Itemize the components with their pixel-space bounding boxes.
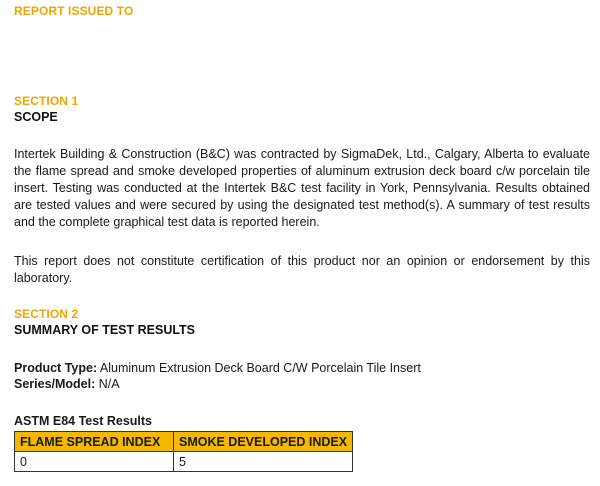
smoke-developed-value: 5 — [174, 452, 353, 472]
series-model-value: N/A — [95, 377, 120, 391]
table-title: ASTM E84 Test Results — [14, 414, 153, 428]
report-issued-to-label: REPORT ISSUED TO — [14, 4, 134, 18]
disclaimer-paragraph: This report does not constitute certification of this product nor an opinion or endorsement by this laboratory. — [14, 254, 590, 285]
product-type-line — [14, 360, 421, 377]
scope-paragraph: Intertek Building & Construction (B&C) was contracted by SigmaDek, Ltd., Calgary, Alberta to evaluate the flame spread and smoke developed properties of aluminum extrusion deck board c/w porcelain tile insert. Testing was conducted at the Intertek B&C test facility in York, Pennsylvania. Results obtained are tested values and were secured by using the designated test method(s). A summary of test results and the complete graphical test data is reported herein. — [14, 147, 590, 229]
section-2-title: SUMMARY OF TEST RESULTS — [14, 323, 196, 337]
section-1-label: SECTION 1 — [14, 94, 79, 108]
table-row — [15, 452, 353, 472]
astm-e84-results-table — [14, 431, 353, 472]
series-model-line — [14, 376, 120, 393]
product-type-value: Aluminum Extrusion Deck Board C/W Porcelain Tile Insert — [97, 361, 421, 375]
series-model-label: Series/Model: — [14, 377, 96, 391]
table-header-row — [15, 432, 353, 452]
flame-spread-header: FLAME SPREAD INDEX — [15, 432, 174, 452]
product-type-label: Product Type: — [14, 361, 98, 375]
section-1-title: SCOPE — [14, 110, 58, 124]
smoke-developed-header: SMOKE DEVELOPED INDEX — [174, 432, 353, 452]
section-2-label: SECTION 2 — [14, 307, 79, 321]
flame-spread-value: 0 — [15, 452, 174, 472]
